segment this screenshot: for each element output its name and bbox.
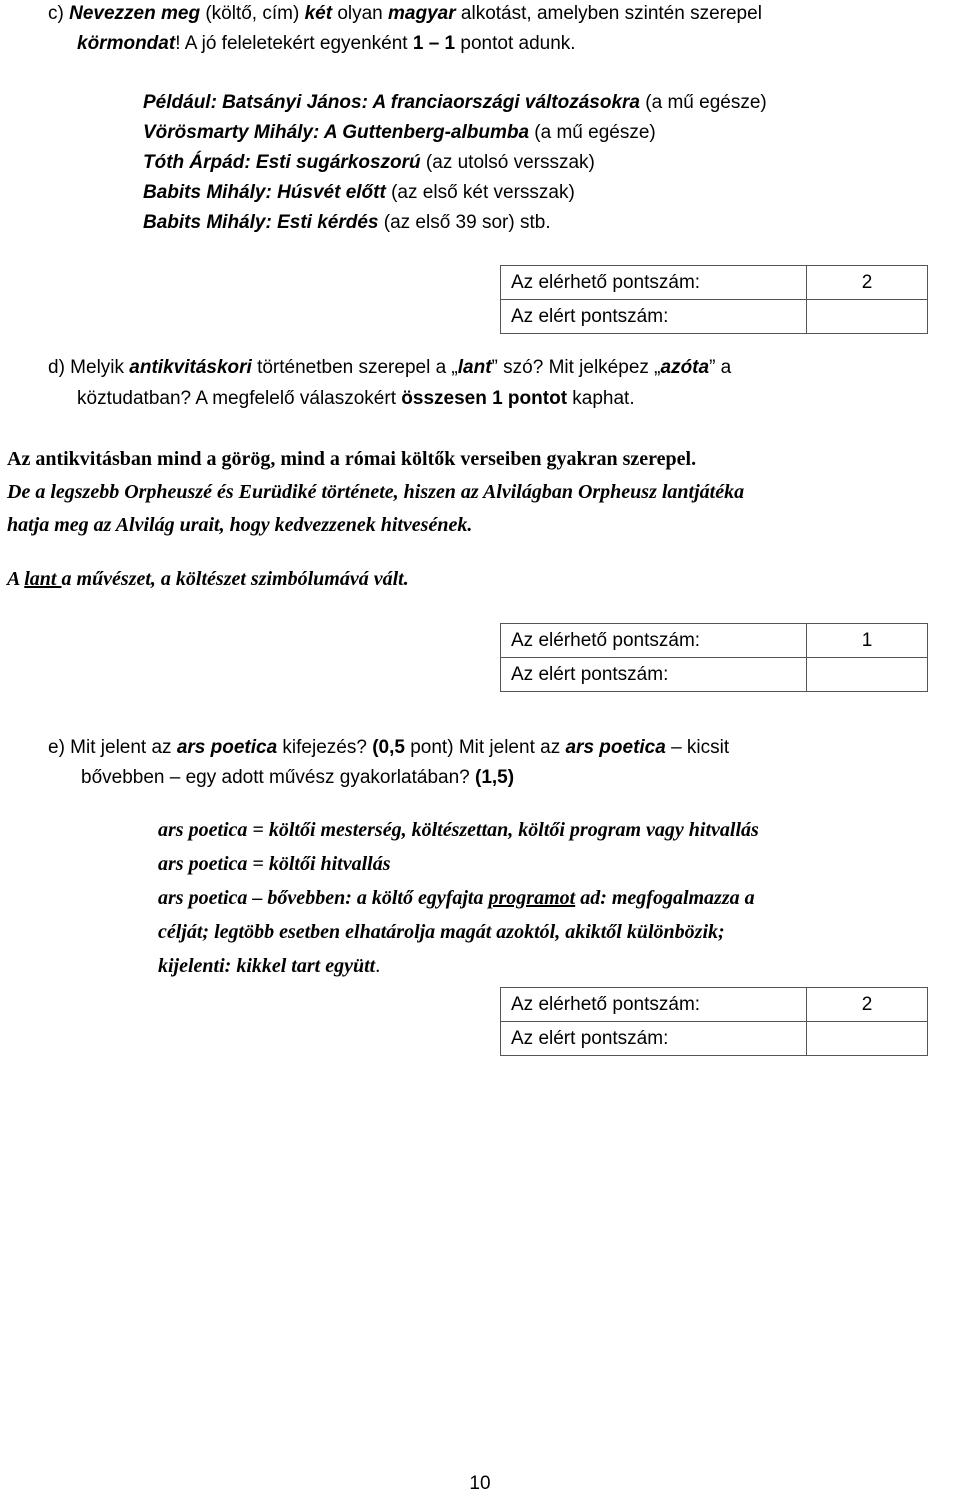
max-score-label: Az elérhető pontszám:: [501, 988, 807, 1022]
answer-d-line1: Az antikvitásban mind a görög, mind a római költők verseiben gyakran szerepel.: [7, 448, 697, 470]
max-score-label: Az elérhető pontszám:: [501, 266, 807, 300]
answer-e-line2: ars poetica = költői hitvallás: [158, 853, 391, 875]
example-line: Vörösmarty Mihály: A Guttenberg-albumba (a mű egésze): [143, 122, 656, 143]
question-d-line1: d) Melyik antikvitáskori történetben szerepel a „lant” szó? Mit jelképez „azóta” a: [48, 357, 732, 378]
answer-e-line1: ars poetica = költői mesterség, költészettan, költői program vagy hitvallás: [158, 819, 759, 841]
answer-d-line4: A lant a művészet, a költészet szimbólumává vált.: [7, 568, 409, 590]
max-score-value: 1: [807, 624, 928, 658]
score-box: [500, 265, 928, 334]
question-d-line2: köztudatban? A megfelelő válaszokért összesen 1 pontot kaphat.: [77, 388, 635, 409]
answer-e-line3: ars poetica – bővebben: a költő egyfajta programot ad: megfogalmazza a: [158, 887, 755, 909]
example-line: Babits Mihály: Húsvét előtt (az első két versszak): [143, 182, 575, 203]
example-line: Tóth Árpád: Esti sugárkoszorú (az utolsó versszak): [143, 152, 595, 173]
example-line: Például: Batsányi János: A franciaországi változásokra (a mű egésze): [143, 92, 767, 113]
page-number: 10: [469, 1473, 491, 1494]
answer-d-line3: hatja meg az Alvilág urait, hogy kedvezzenek hitvesének.: [7, 514, 473, 536]
score-box: [500, 987, 928, 1056]
achieved-score-label: Az elért pontszám:: [501, 1022, 807, 1056]
achieved-score-field[interactable]: [807, 658, 928, 692]
answer-d-line2: De a legszebb Orpheuszé és Eurüdiké története, hiszen az Alvilágban Orpheusz lantjátéka: [7, 481, 745, 503]
max-score-value: 2: [807, 266, 928, 300]
achieved-score-field[interactable]: [807, 1022, 928, 1056]
max-score-label: Az elérhető pontszám:: [501, 624, 807, 658]
question-c-line2: körmondat! A jó feleletekért egyenként 1 – 1 pontot adunk.: [77, 33, 576, 54]
max-score-value: 2: [807, 988, 928, 1022]
answer-e-line5: kijelenti: kikkel tart együtt.: [158, 955, 381, 977]
score-box: [500, 623, 928, 692]
question-c-line1: c) Nevezzen meg (költő, cím) két olyan magyar alkotást, amelyben szintén szerepel: [48, 3, 762, 24]
question-e-line2: bővebben – egy adott művész gyakorlatában? (1,5): [81, 767, 515, 788]
question-e-line1: e) Mit jelent az ars poetica kifejezés? (0,5 pont) Mit jelent az ars poetica – kicsit: [48, 737, 730, 758]
achieved-score-field[interactable]: [807, 300, 928, 334]
example-line: Babits Mihály: Esti kérdés (az első 39 sor) stb.: [143, 212, 551, 233]
answer-e-line4: célját; legtöbb esetben elhatárolja magát azoktól, akiktől különbözik;: [158, 921, 725, 943]
achieved-score-label: Az elért pontszám:: [501, 658, 807, 692]
achieved-score-label: Az elért pontszám:: [501, 300, 807, 334]
